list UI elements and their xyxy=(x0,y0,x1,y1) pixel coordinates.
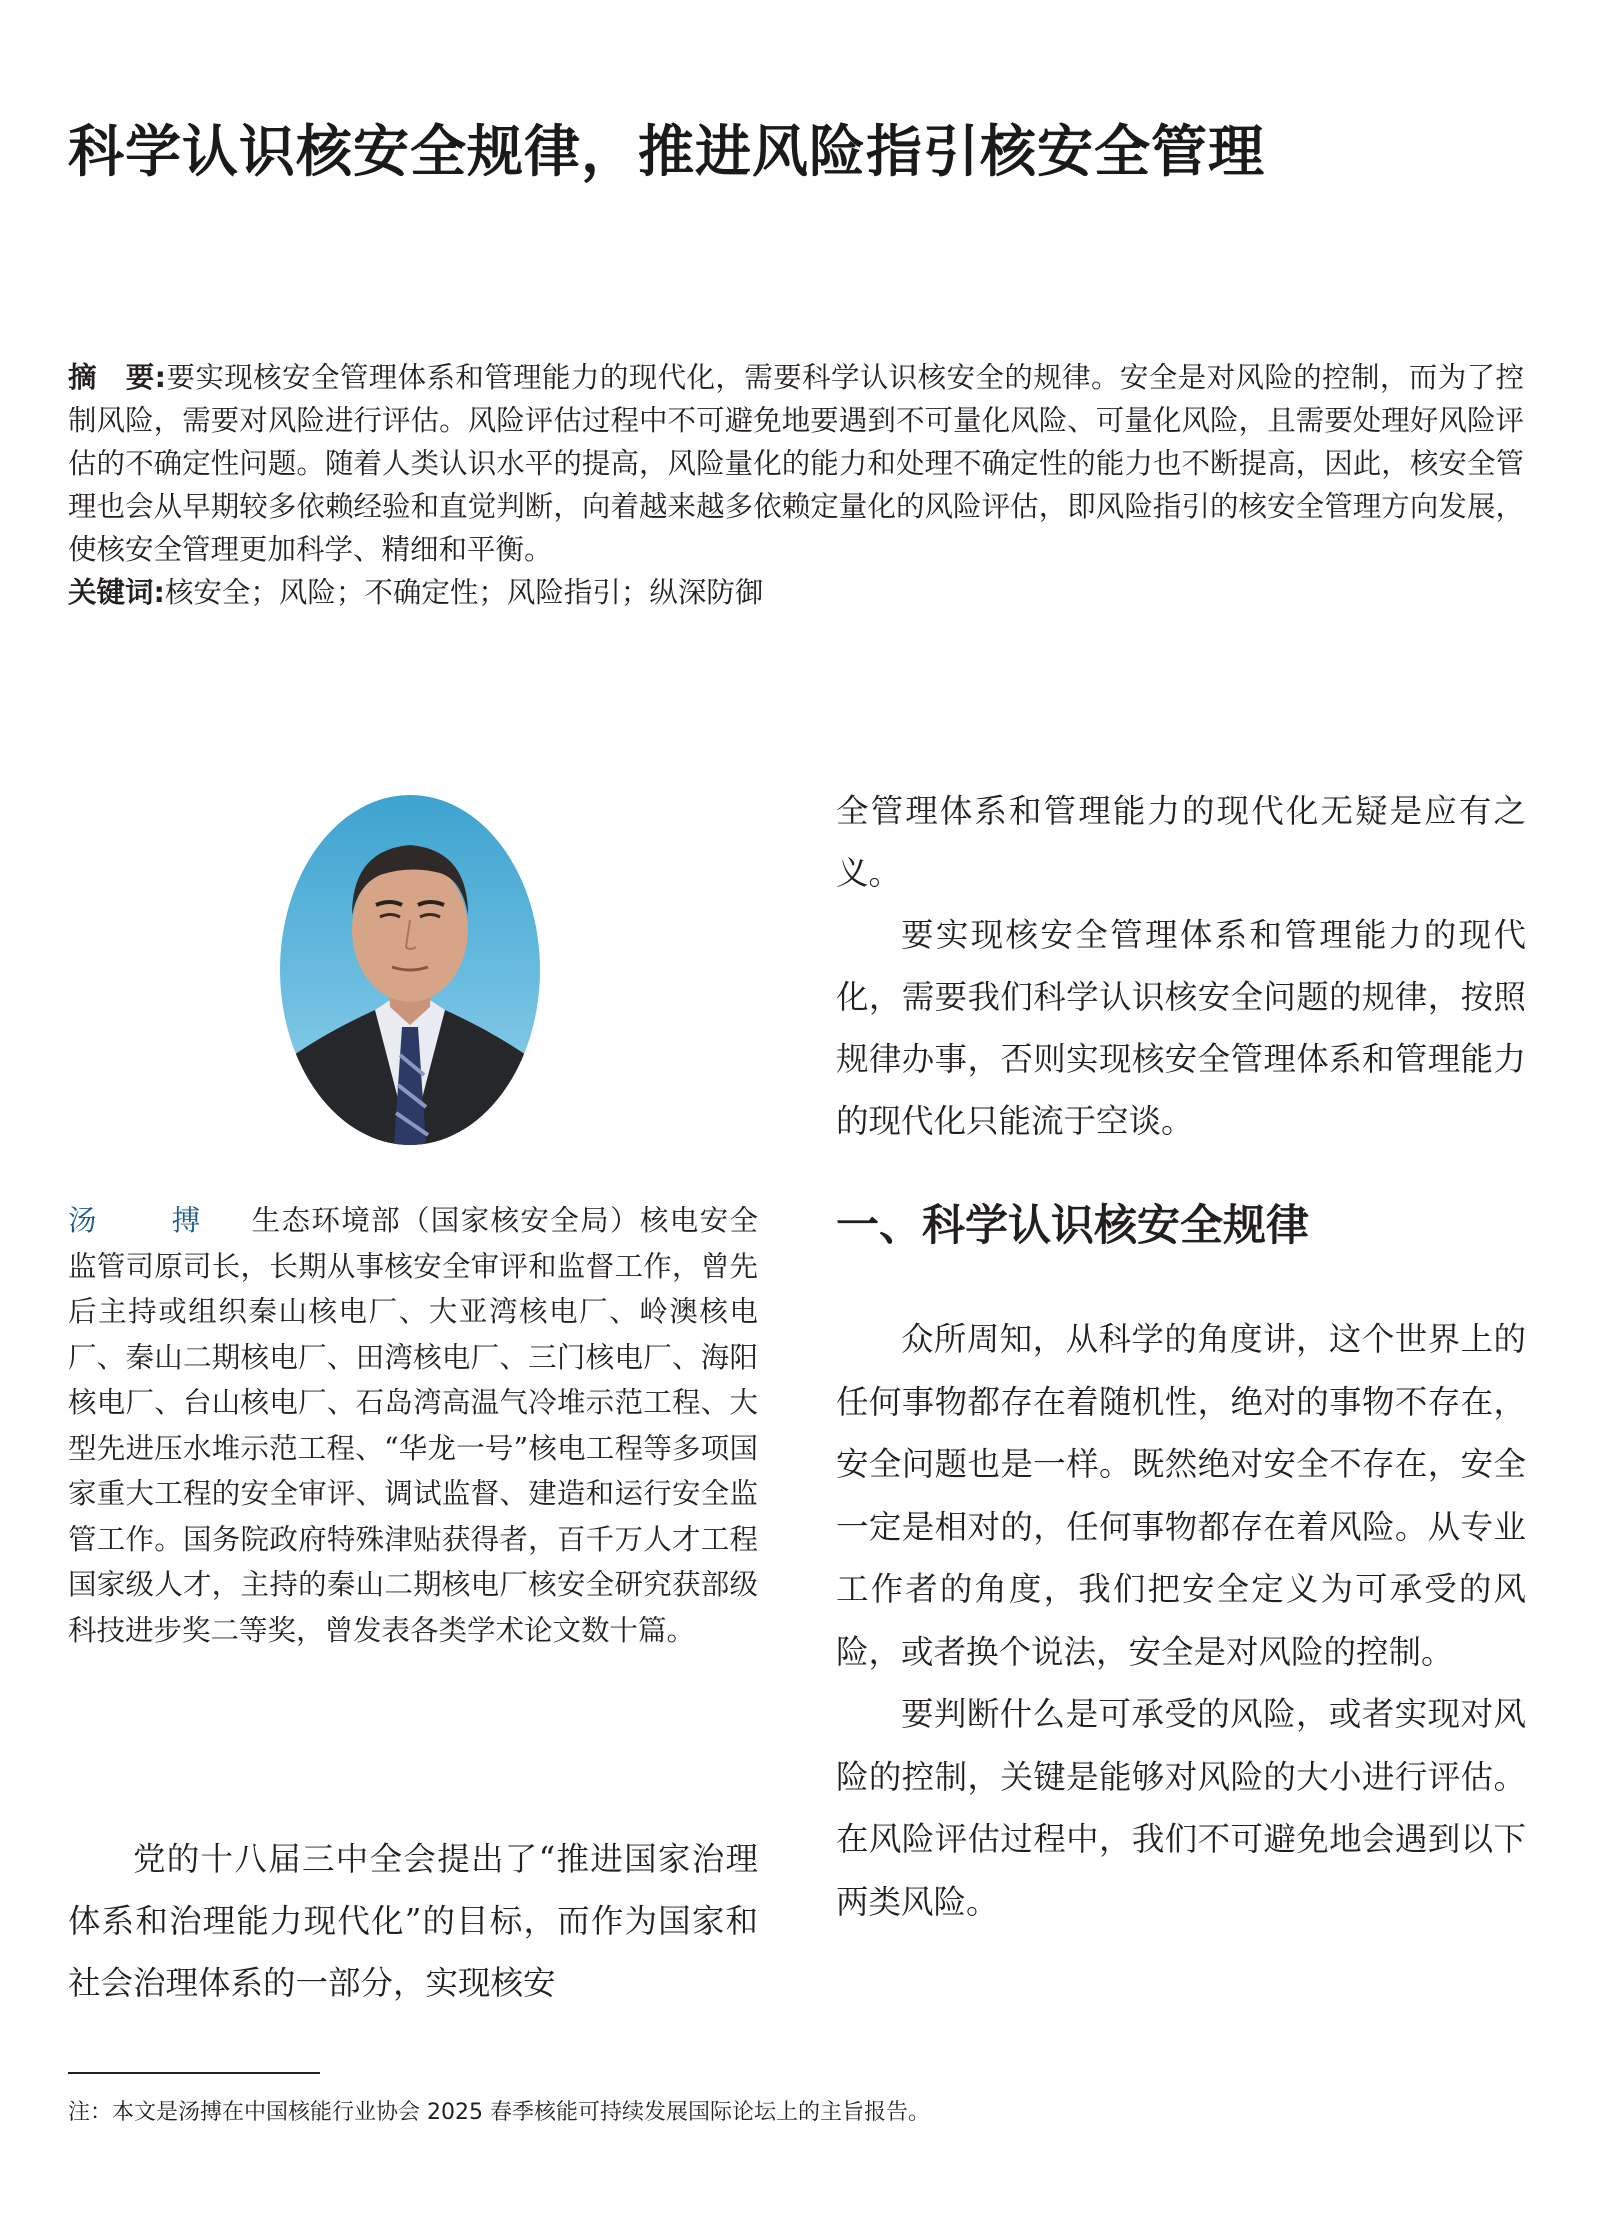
article-title: 科学认识核安全规律，推进风险指引核安全管理 xyxy=(68,120,1265,185)
portrait-illustration xyxy=(280,795,540,1145)
author-bio xyxy=(68,1198,758,1653)
section-1-body xyxy=(836,1308,1526,1933)
keywords-paragraph xyxy=(68,571,1524,614)
intro-column-right xyxy=(836,780,1526,1152)
abstract-text: 要实现核安全管理体系和管理能力的现代化，需要科学认识核安全的规律。安全是对风险的控制，而为了控制风险，需要对风险进行评估。风险评估过程中不可避免地要遇到不可量化风险、可量化风险，且需要处理好风险评估的不确定性问题。随着人类认识水平的提高，风险量化的能力和处理不确定性的能力也不断提高，因此，核安全管理也会从早期较多依赖经验和直觉判断，向着越来越多依赖定量化的风险评估，即风险指引的核安全管理方向发展，使核安全管理更加科学、精细和平衡。 xyxy=(68,361,1524,566)
abstract-paragraph xyxy=(68,356,1524,571)
abstract-block xyxy=(68,356,1524,614)
author-bio-text: 生态环境部（国家核安全局）核电安全监管司原司长，长期从事核安全审评和监督工作，曾先后主持或组织秦山核电厂、大亚湾核电厂、岭澳核电厂、秦山二期核电厂、田湾核电厂、三门核电厂、海阳核电厂、台山核电厂、石岛湾高温气冷堆示范工程、大型先进压水堆示范工程、“华龙一号”核电工程等多项国家重大工程的安全审评、调试监督、建造和运行安全监管工作。国务院政府特殊津贴获得者，百千万人才工程国家级人才，主持的秦山二期核电厂核安全研究获部级科技进步奖二等奖，曾发表各类学术论文数十篇。 xyxy=(68,1204,758,1647)
section-1-paragraph-2: 要判断什么是可承受的风险，或者实现对风险的控制，关键是能够对风险的大小进行评估。在风险评估过程中，我们不可避免地会遇到以下两类风险。 xyxy=(836,1695,1526,1921)
intro-column-left xyxy=(68,1828,758,2014)
footnote-divider xyxy=(68,2072,320,2074)
intro-continuation: 全管理体系和管理能力的现代化无疑是应有之义。 xyxy=(836,792,1526,892)
author-photo xyxy=(280,795,540,1145)
intro-paragraph: 党的十八届三中全会提出了“推进国家治理体系和治理能力现代化”的目标，而作为国家和社会治理体系的一部分，实现核安 xyxy=(68,1840,758,2002)
abstract-label: 摘 要: xyxy=(68,361,167,394)
paragraph-2: 要实现核安全管理体系和管理能力的现代化，需要我们科学认识核安全问题的规律，按照规律办事，否则实现核安全管理体系和管理能力的现代化只能流于空谈。 xyxy=(836,916,1526,1140)
keywords-label: 关键词: xyxy=(68,576,165,609)
keywords-text: 核安全；风险；不确定性；风险指引；纵深防御 xyxy=(164,576,764,609)
author-name: 汤 搏 xyxy=(68,1204,224,1237)
footnote: 注：本文是汤搏在中国核能行业协会 2025 春季核能可持续发展国际论坛上的主旨报告。 xyxy=(68,2100,930,2125)
section-heading-1: 一、科学认识核安全规律 xyxy=(836,1201,1309,1251)
section-1-paragraph-1: 众所周知，从科学的角度讲，这个世界上的任何事物都存在着随机性，绝对的事物不存在，安全问题也是一样。既然绝对安全不存在，安全一定是相对的，任何事物都存在着风险。从专业工作者的角度，我们把安全定义为可承受的风险，或者换个说法，安全是对风险的控制。 xyxy=(836,1320,1526,1671)
